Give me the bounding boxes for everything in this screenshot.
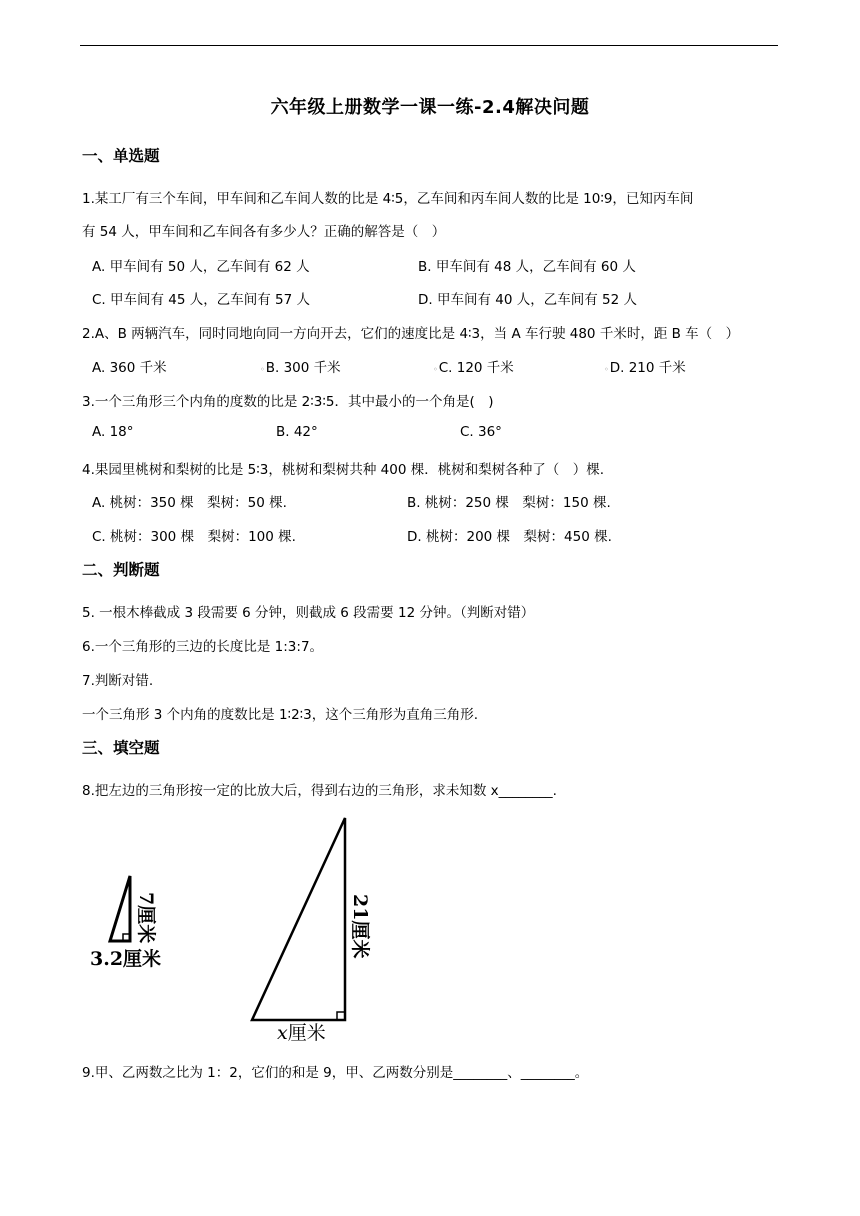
q2-stem: 2.A、B 两辆汽车，同时同地向同一方向开去，它们的速度比是 4∶3，当 A 车行驶 480 千米时，距 B 车（ ）	[82, 326, 740, 342]
q4-option-d[interactable]: D. 桃树：200 棵 梨树：450 棵.	[407, 529, 612, 545]
bullet-dot: ◦	[433, 365, 438, 374]
q2-option-c[interactable]	[433, 356, 514, 376]
bullet-dot: ◦	[260, 365, 265, 374]
q1-option-c[interactable]: C. 甲车间有 45 人，乙车间有 57 人	[92, 292, 311, 308]
big-height-label: 21厘米	[349, 894, 371, 959]
big-base-label	[277, 1022, 326, 1044]
q7-stem-line1: 7.判断对错.	[82, 673, 154, 689]
q2-option-a[interactable]: A. 360 千米	[92, 360, 167, 376]
q8-triangles-figure	[80, 808, 400, 1048]
q3-option-c[interactable]: C. 36°	[460, 424, 502, 440]
q1-option-d[interactable]: D. 甲车间有 40 人，乙车间有 52 人	[418, 292, 637, 308]
q2-option-c-label: C. 120 千米	[438, 360, 514, 376]
q3-option-a[interactable]: A. 18°	[92, 424, 134, 440]
q4-option-a[interactable]: A. 桃树：350 棵 梨树：50 棵.	[92, 495, 287, 511]
q2-option-b[interactable]	[260, 356, 341, 376]
q2-option-b-label: B. 300 千米	[265, 360, 341, 376]
q3-stem: 3.一个三角形三个内角的度数的比是 2∶3∶5．其中最小的一个角是( )	[82, 394, 494, 410]
small-height-label: 7厘米	[135, 892, 157, 944]
bullet-dot: ◦	[604, 365, 609, 374]
small-triangle	[110, 876, 130, 941]
section-heading-true-false: 二、判断题	[82, 561, 160, 579]
page-title: 六年级上册数学一课一练-2.4解决问题	[270, 97, 590, 118]
section-heading-single-choice: 一、单选题	[82, 147, 160, 165]
q4-option-b[interactable]: B. 桃树：250 棵 梨树：150 棵.	[407, 495, 611, 511]
big-base-variable: x	[277, 1022, 288, 1044]
q1-option-b[interactable]: B. 甲车间有 48 人，乙车间有 60 人	[418, 259, 636, 275]
q1-stem-line1: 1.某工厂有三个车间，甲车间和乙车间人数的比是 4∶5，乙车间和丙车间人数的比是 10∶9，已知丙车间	[82, 191, 694, 207]
small-base-label: 3.2厘米	[90, 948, 162, 970]
q9-stem: 9.甲、乙两数之比为 1：2，它们的和是 9，甲、乙两数分别是________、________。	[82, 1065, 589, 1081]
q2-option-d-label: D. 210 千米	[609, 360, 686, 376]
q1-option-a[interactable]: A. 甲车间有 50 人，乙车间有 62 人	[92, 259, 310, 275]
big-triangle	[252, 818, 345, 1020]
q3-option-b[interactable]: B. 42°	[276, 424, 318, 440]
q2-option-d[interactable]	[604, 356, 686, 376]
header-rule	[80, 45, 778, 46]
q5-stem: 5. 一根木棒截成 3 段需要 6 分钟，则截成 6 段需要 12 分钟。（判断对错）	[82, 605, 535, 621]
big-base-unit: 厘米	[287, 1022, 326, 1044]
q6-stem: 6.一个三角形的三边的长度比是 1:3:7。	[82, 639, 324, 655]
q4-stem: 4.果园里桃树和梨树的比是 5∶3，桃树和梨树共种 400 棵．桃树和梨树各种了（ ）棵.	[82, 462, 605, 478]
q1-stem-line2: 有 54 人，甲车间和乙车间各有多少人？正确的解答是（ ）	[82, 224, 446, 240]
q8-stem: 8.把左边的三角形按一定的比放大后，得到右边的三角形，求未知数 x________.	[82, 783, 557, 799]
q4-option-c[interactable]: C. 桃树：300 棵 梨树：100 棵.	[92, 529, 296, 545]
q7-stem-line2: 一个三角形 3 个内角的度数比是 1∶2∶3，这个三角形为直角三角形.	[82, 707, 479, 723]
section-heading-fill-blank: 三、填空题	[82, 739, 160, 757]
